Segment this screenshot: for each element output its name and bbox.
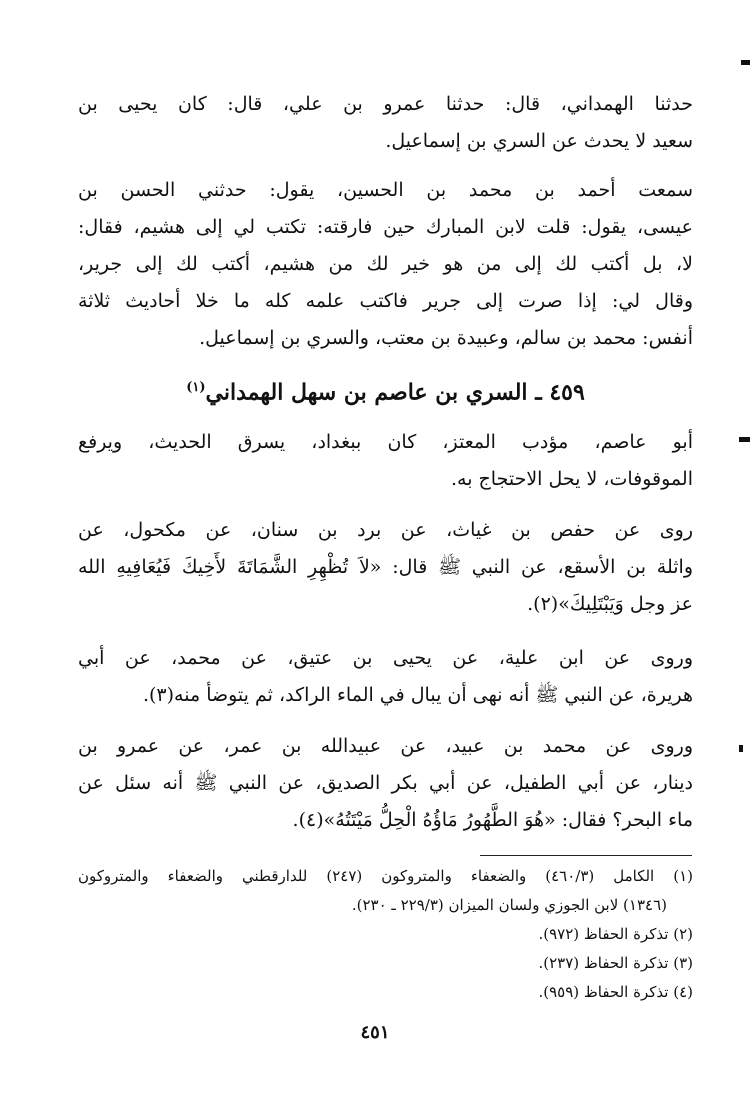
text-line: هريرة، عن النبي ﷺ أنه نهى أن يبال في الماء الراكد، ثم يتوضأ منه(٣). [142,684,693,706]
text-line: روى عن حفص بن غياث، عن برد بن سنان، عن مكحول، عن [78,519,693,541]
entry-paragraph-4 [78,728,693,839]
footnote-ref: (١) [186,380,206,395]
scan-edge-mark [741,60,750,65]
entry-paragraph-1 [78,424,693,498]
text-line: عز وجل وَيَبْتَلِيكَ»(٢). [527,593,693,615]
text-line: أنفس: محمد بن سالم، وعبيدة بن معتب، والسري بن إسماعيل. [199,327,693,349]
text-line: عيسى، يقول: قلت لابن المبارك حين فارقته: تكتب لي إلى هشيم، فقال: [78,216,693,238]
footnotes [78,862,693,1007]
paragraph-2 [78,172,693,357]
text-line: وروى عن محمد بن عبيد، عن عبيدالله بن عمر، عن عمرو بن [78,735,693,757]
text-line: واثلة بن الأسقع، عن النبي ﷺ قال: «لاَ تُظْهِرِ الشَّمَاتَةَ لأَخِيكَ فَيُعَافِيهِ الله [78,556,693,578]
text-line: سمعت أحمد بن محمد بن الحسين، يقول: حدثني الحسن بن [78,179,693,201]
text-line: أبو عاصم، مؤدب المعتز، كان ببغداد، يسرق الحديث، ويرفع [78,431,693,453]
text-line: دينار، عن أبي الطفيل، عن أبي بكر الصديق، عن النبي ﷺ أنه سئل عن [78,772,693,794]
text-line: لا، بل أكتب لك إلى من هو خير لك من هشيم، أكتب لك إلى جرير، [78,253,693,275]
footnote-line: (١٣٤٦) لابن الجوزي ولسان الميزان (٢٢٩/٣ ـ ٢٣٠). [351,896,667,914]
footnote-line: (٣) تذكرة الحفاظ (٢٣٧). [538,954,693,972]
footnote-line: (١) الكامل (٤٦٠/٣) والضعفاء والمتروكون (٢٤٧) للدارقطني والضعفاء والمتروكون [78,867,693,885]
footnote-divider [480,855,692,856]
entry-title: ٤٥٩ ـ السري بن عاصم بن سهل الهمداني [205,379,585,406]
footnote-line: (٤) تذكرة الحفاظ (٩٥٩). [538,983,693,1001]
paragraph-1 [78,86,693,160]
entry-paragraph-2 [78,512,693,623]
scan-edge-mark [739,437,750,442]
text-line: الموقوفات، لا يحل الاحتجاج به. [450,468,693,490]
text-line: وروى عن ابن علية، عن يحيى بن عتيق، عن محمد، عن أبي [78,647,693,669]
text-line: حدثنا الهمداني، قال: حدثنا عمرو بن علي، قال: كان يحيى بن [78,93,693,115]
entry-heading [78,366,693,410]
text-line: وقال لي: إذا صرت إلى جرير فاكتب علمه كله ما خلا أحاديث ثلاثة [78,290,693,312]
footnote-line: (٢) تذكرة الحفاظ (٩٧٢). [538,925,693,943]
page-number: ٤٥١ [360,1022,390,1043]
entry-paragraph-3 [78,640,693,714]
text-line: ماء البحر؟ فقال: «هُوَ الطَّهُورُ مَاؤُهُ الْحِلُّ مَيْتَتُهُ»(٤). [292,809,693,831]
scan-edge-mark [739,745,743,752]
text-line: سعيد لا يحدث عن السري بن إسماعيل. [385,130,693,152]
